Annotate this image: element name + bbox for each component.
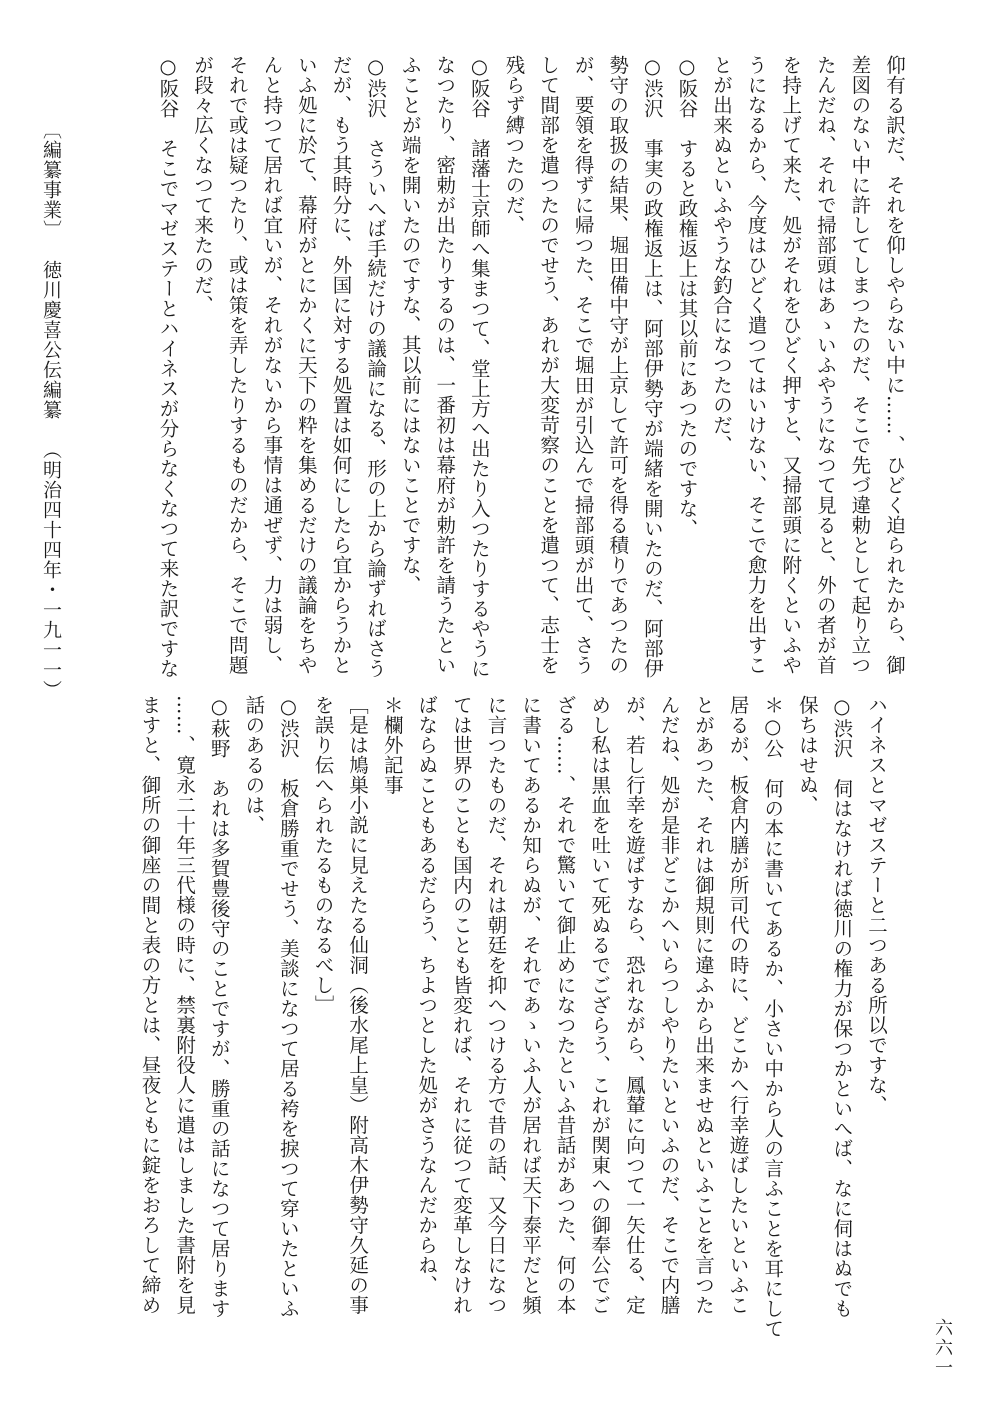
text-line: ○渋沢 さういへば手続だけの議論になる、形の上から論ずればさう bbox=[364, 55, 388, 679]
text-line: ○萩野 あれは多賀豊後守のことですが、勝重の話になつて居ります bbox=[207, 695, 231, 1319]
text-line: なつたり、密勅が出たりするのは、一番初は幕府が勅許を請うたとい bbox=[433, 55, 457, 675]
text-line: 話のあるのは、 bbox=[242, 695, 266, 835]
text-line: ては世界のことも国内のことも皆変れば、それに従つて変革しなけれ bbox=[449, 695, 473, 1315]
text-line: ○渋沢 板倉勝重でせう、美談になつて居る袴を捩つて穿いたといふ bbox=[276, 695, 300, 1319]
text-line: いふ処に於て、幕府がとにかくに天下の粋を集めるだけの議論をちや bbox=[294, 55, 318, 675]
text-line: ○渋沢 事実の政権返上は、阿部伊勢守が端緒を開いたのだ、阿部伊 bbox=[640, 55, 664, 679]
page-number: 六六一 bbox=[932, 1318, 953, 1378]
text-line: に書いてあるか知らぬが、それであゝいふ人が居れば天下泰平だと頻 bbox=[519, 695, 543, 1315]
text-line: が、要領を得ずに帰つた、そこで堀田が引込んで掃部頭が出て、さう bbox=[571, 55, 595, 675]
text-line: んと持つて居れば宜いが、それがないから事情は通ぜず、力は弱し、 bbox=[260, 55, 284, 675]
text-line: ＊欄外記事 bbox=[380, 695, 404, 795]
text-line: ［是は鳩巣小説に見えたる仙洞（後水尾上皇）附高木伊勢守久延の事 bbox=[346, 695, 370, 1315]
text-line: それで或は疑つたり、或は策を弄したりするものだから、そこで問題 bbox=[225, 55, 249, 675]
text-line: ○阪谷 諸藩士京師へ集まつて、堂上方へ出たり入つたりするやうに bbox=[467, 55, 491, 679]
text-line: ばならぬこともあるだらう、ちよつとした処がさうなんだからね、 bbox=[415, 695, 439, 1295]
footer-title: 徳川慶喜公伝編纂 bbox=[40, 260, 62, 420]
text-line: を誤り伝へられたるものなるべし］ bbox=[311, 695, 335, 1015]
text-line: 仰有る訳だ、それを仰しやらない中に……、ひどく迫られたから、御 bbox=[883, 55, 906, 675]
text-line: だが、もう其時分に、外国に対する処置は如何にしたら宜からうかと bbox=[329, 55, 353, 675]
footer-date: （明治四十四年・一九一一） bbox=[40, 440, 62, 700]
footer-section: 〔編纂事業〕 bbox=[40, 120, 62, 240]
text-line: ざる……、それで驚いて御止めになつたといふ昔話があつた、何の本 bbox=[553, 695, 577, 1315]
running-footer bbox=[38, 120, 65, 700]
text-line: ○阪谷 そこでマゼステーとハイネスが分らなくなつて来た訳ですな bbox=[156, 55, 180, 679]
text-line: めし私は黒血を吐いて死ぬるでござらう、これが関東への御奉公でご bbox=[588, 695, 612, 1315]
text-line: して間部を遣つたのでせう、あれが大変苛察のことを遣つて、志士を bbox=[537, 55, 561, 675]
text-line: 勢守の取扱の結果、堀田備中守が上京して許可を得る積りであつたの bbox=[606, 55, 630, 675]
text-line: 差図のない中に許してしまつたのだ、そこで先づ違勅として起り立つ bbox=[848, 55, 872, 675]
text-line: ＊○公 何の本に書いてあるか、小さい中から人の言ふことを耳にして bbox=[761, 695, 785, 1339]
text-line: んだね、処が是非どこかへいらつしやりたいといふのだ、そこで内膳 bbox=[657, 695, 681, 1315]
text-line: ○渋沢 伺はなければ徳川の権力が保つかといへば、なに伺はぬでも bbox=[830, 695, 854, 1319]
upper-text-block bbox=[150, 55, 911, 679]
text-line: 居るが、板倉内膳が所司代の時に、どこかへ行幸遊ばしたいといふこ bbox=[726, 695, 750, 1315]
text-line: 保ちはせぬ、 bbox=[795, 695, 819, 815]
text-line: ますと、御所の御座の間と表の方とは、昼夜ともに錠をおろして締め bbox=[138, 695, 162, 1315]
lower-text-block bbox=[132, 695, 893, 1339]
text-line: たんだね、それで掃部頭はあゝいふやうになつて見ると、外の者が首 bbox=[813, 55, 837, 675]
text-line: 残らず縛つたのだ、 bbox=[502, 55, 526, 235]
text-line: ○阪谷 すると政権返上は其以前にあつたのですな、 bbox=[675, 55, 699, 539]
text-line: が、若し行幸を遊ばすなら、恐れながら、鳳輦に向つて一矢仕る、定 bbox=[622, 695, 646, 1315]
text-line: ハイネスとマゼステーと二つある所以ですな、 bbox=[865, 695, 888, 1115]
text-line: とがあつた、それは御規則に違ふから出来ませぬといふことを言つた bbox=[692, 695, 716, 1315]
text-line: ふことが端を開いたのですな、其以前にはないことですな、 bbox=[398, 55, 422, 595]
text-line: に言つたものだ、それは朝廷を抑へつける方で昔の話、又今日になつ bbox=[484, 695, 508, 1315]
text-line: を持上げて来た、処がそれをひどく押すと、又掃部頭に附くといふや bbox=[779, 55, 803, 675]
text-line: とが出来ぬといふやうな釣合になつたのだ、 bbox=[710, 55, 734, 455]
text-line: ……、寛永二十年三代様の時に、禁裏附役人に遣はしました書附を見 bbox=[173, 695, 197, 1315]
text-line: うになるから、今度はひどく遣つてはいけない、そこで愈力を出すこ bbox=[744, 55, 768, 675]
text-line: が段々広くなつて来たのだ、 bbox=[191, 55, 215, 315]
